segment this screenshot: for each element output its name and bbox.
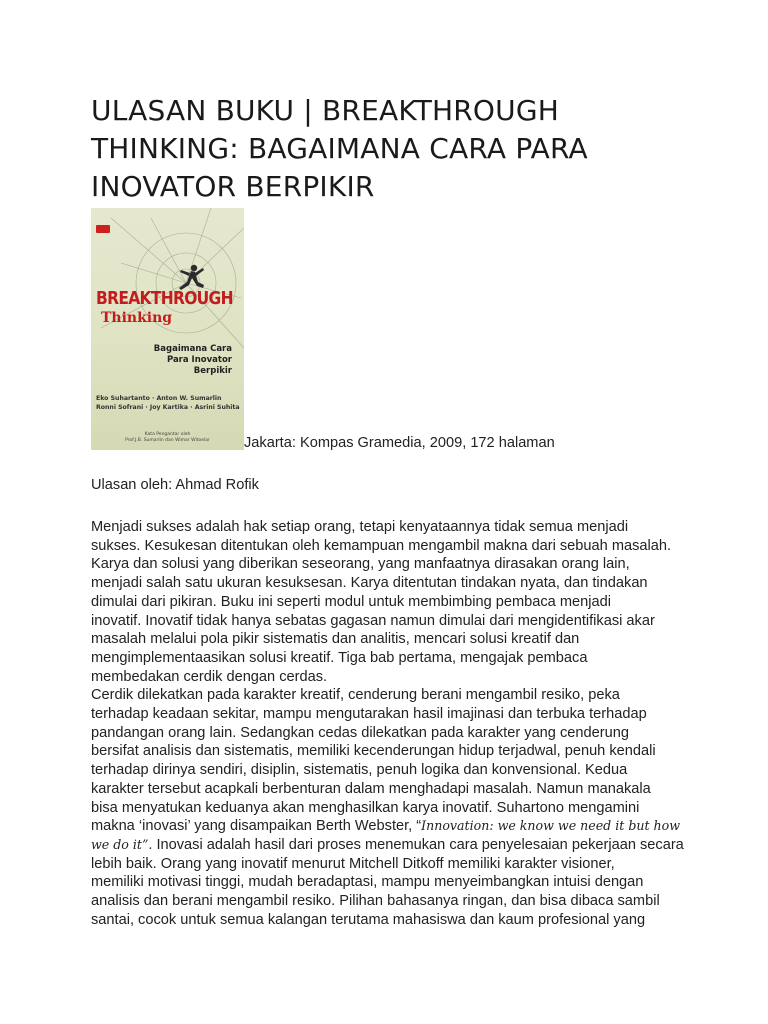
body-line: bersifat analisis dan sistematis, memiliki kecenderungan hidup terjadwal, penuh kendali <box>91 743 656 760</box>
body-line: santai, cocok untuk semua kalangan terutama mahasiswa dan kaum profesional yang <box>91 911 646 928</box>
body-line: Karya dan solusi yang diberikan seseorang, yang manfaatnya dirasakan orang lain, <box>91 556 630 573</box>
body-line: menjadi salah satu ukuran kesuksesan. Karya ditentutan tindakan nyata, dan tindakan <box>91 575 648 592</box>
body-line: bisa menyatukan keduanya akan menghasilkan karya inovatif. Suhartono mengamini <box>91 799 640 816</box>
cover-title-main: BREAKTHROUGH <box>96 288 233 309</box>
reviewer-line: Ulasan oleh: Ahmad Rofik <box>91 477 259 493</box>
body-line: memiliki motivasi tinggi, mudah beradaptasi, mampu menyeimbangkan intuisi dengan <box>91 874 644 891</box>
quote-rest: Inovasi adalah hasil dari proses menemukan cara penyelesaian pekerjaan secara <box>152 836 684 853</box>
body-line: pandangan orang lain. Sedangkan cedas dilekatkan pada karakter yang cenderung <box>91 724 629 741</box>
review-body <box>91 518 691 929</box>
body-line: lebih baik. Orang yang inovatif menurut Mitchell Ditkoff memiliki karakter visioner, <box>91 855 615 872</box>
body-line: mengimplementaasikan solusi kreatif. Tiga bab pertama, mengajak pembaca <box>91 649 588 666</box>
body-line: masalah melalui pola pikir sistematis dan analitis, mencari solusi kreatif dan <box>91 631 580 648</box>
title-line: THINKING: BAGAIMANA CARA PARA <box>91 132 588 165</box>
body-line-quote <box>91 817 691 836</box>
book-cover-image <box>91 208 244 450</box>
body-line: dimulai dari pikiran. Buku ini seperti modul untuk membimbing pembaca menjadi <box>91 593 611 610</box>
body-line-quote-cont <box>91 836 691 855</box>
cover-title-sub: Thinking <box>101 310 173 326</box>
title-line: ULASAN BUKU | BREAKTHROUGH <box>91 94 560 127</box>
body-line: analisis dan berani mengambil resiko. Pilihan bahasanya ringan, dan bisa dibaca sambil <box>91 893 660 910</box>
page-title <box>91 92 691 206</box>
quote-prefix: makna ‘inovasi’ yang disampaikan Berth Webster, “ <box>91 818 422 835</box>
quote-italic-end: we do it”. <box>91 836 153 852</box>
body-line: terhadap dirinya sendiri, disiplin, sistematis, penuh logika dan konvensional. Kedua <box>91 762 628 779</box>
cover-authors: Eko Suhartanto · Anton W. Sumarlin Ronni Sofrani · Joy Kartika · Asrini Suhita <box>96 395 240 411</box>
body-line: terhadap keadaan sekitar, mampu mengutarakan hasil imajinasi dan terbuka terhadap <box>91 706 647 723</box>
quote-italic: Innovation: we know we need it but how <box>421 818 681 834</box>
body-line: Menjadi sukses adalah hak setiap orang, tetapi kenyataannya tidak semua menjadi <box>91 519 629 535</box>
body-line: inovatif. Inovatif tidak hanya sebatas gagasan namun dimulai dari mengidentifikasi akar <box>91 612 655 629</box>
cover-subtitle: Bagaimana Cara Para Inovator Berpikir <box>153 344 232 376</box>
title-line: INOVATOR BERPIKIR <box>91 170 375 203</box>
body-line: karakter tersebut acapkali berbenturan dalam menghadapi masalah. Namun manakala <box>91 780 651 797</box>
cover-foreword: Kata Pengantar oleh Prof.J.B. Sumarlin dan Wimar Witoelar <box>125 432 210 443</box>
body-line: sukses. Kesukesan ditentukan oleh kemampuan mengambil makna dari sebuah masalah. <box>91 537 672 554</box>
cover-cracked-glass <box>91 208 244 450</box>
publication-info: Jakarta: Kompas Gramedia, 2009, 172 halaman <box>244 435 555 451</box>
publisher-logo <box>96 225 110 233</box>
body-line: Cerdik dilekatkan pada karakter kreatif, cenderung berani mengambil resiko, peka <box>91 687 620 704</box>
body-line: membedakan cerdik dengan cerdas. <box>91 668 328 685</box>
